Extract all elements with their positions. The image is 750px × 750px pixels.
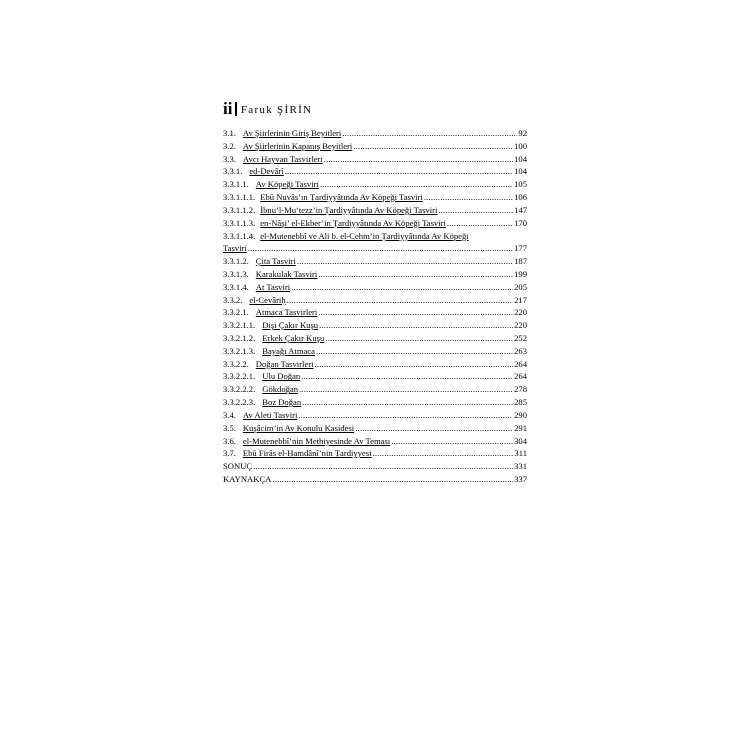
toc-entry[interactable] bbox=[223, 191, 527, 204]
toc-entry-title-continued[interactable]: Tasviri bbox=[223, 243, 247, 254]
dot-leader bbox=[424, 191, 513, 204]
toc-entry-title[interactable]: İbnu’l-Mu‘tezz’in Ṭardiyyâtında Av Köpeği Tasviri bbox=[260, 204, 438, 215]
dot-leader bbox=[447, 217, 513, 230]
toc-page-number: 199 bbox=[514, 268, 527, 279]
header-divider bbox=[235, 102, 236, 116]
toc-entry[interactable] bbox=[223, 383, 527, 396]
toc-entry-title[interactable]: Av Şiirlerinin Giriş Beyitleri bbox=[242, 128, 342, 138]
toc-page-number: 106 bbox=[514, 192, 527, 203]
dot-leader bbox=[319, 319, 513, 332]
toc-entry[interactable] bbox=[223, 345, 527, 358]
toc-entry[interactable] bbox=[223, 178, 527, 191]
toc-entry-number: 3.3. bbox=[223, 153, 236, 164]
toc-entry-title[interactable]: Av Köpeği Tasviri bbox=[255, 179, 319, 190]
toc-entry-title[interactable]: eḍ-Ḍevârî bbox=[249, 166, 284, 177]
toc-entry-title[interactable]: Avcı Hayvan Tasvirleri bbox=[242, 153, 323, 164]
toc-entry-number: 3.3.1.1.1. bbox=[223, 192, 256, 203]
toc-entry[interactable] bbox=[223, 217, 527, 230]
toc-page-number: 311 bbox=[514, 448, 527, 459]
toc-entry[interactable] bbox=[223, 127, 527, 140]
toc-page-number: 220 bbox=[514, 307, 527, 318]
toc-page-number: 170 bbox=[514, 217, 527, 228]
toc-entry-title[interactable]: Ebû Firâs el-Ḥamdânî’nin Ṭardiyyesi bbox=[242, 448, 372, 459]
toc-entry-title[interactable]: el-Mutenebbî’nin Methiyesinde Av Teması bbox=[242, 435, 391, 446]
toc-page-number: 105 bbox=[514, 179, 527, 190]
toc-entry[interactable] bbox=[223, 153, 527, 166]
toc-entry[interactable] bbox=[223, 358, 527, 371]
toc-entry-title[interactable]: Ulu Doğan bbox=[262, 371, 301, 382]
toc-page-number: 100 bbox=[514, 140, 527, 151]
toc-entry[interactable] bbox=[223, 422, 527, 435]
toc-entry-number: 3.2. bbox=[223, 140, 236, 151]
toc-entry-title[interactable]: el-Cevâriḥ bbox=[249, 294, 286, 305]
toc-entry[interactable] bbox=[223, 294, 527, 307]
toc-page-number: 217 bbox=[514, 294, 527, 305]
toc-entry[interactable] bbox=[223, 332, 527, 345]
toc-entry-title[interactable]: Çita Tasviri bbox=[255, 256, 296, 267]
dot-leader bbox=[318, 268, 513, 281]
toc-entry-title[interactable]: el-Mutenebbî ve Ali b. el-Cehm’in Ṭardiyyâtında Av Köpeği bbox=[260, 230, 469, 241]
toc-page-number: 337 bbox=[514, 473, 527, 484]
table-of-contents bbox=[223, 127, 527, 486]
toc-page-number: 205 bbox=[514, 281, 527, 292]
toc-page-number: 304 bbox=[514, 435, 527, 446]
dot-leader bbox=[324, 153, 513, 166]
toc-entry-number: 3.3.2.1.2. bbox=[223, 333, 256, 343]
dot-leader bbox=[320, 178, 513, 191]
toc-entry-title[interactable]: Erkek Çakır Kuşu bbox=[262, 333, 325, 343]
toc-entry-title[interactable]: Boz Doğan bbox=[262, 397, 302, 408]
toc-entry-title[interactable]: Doğan Tasvirleri bbox=[255, 358, 314, 369]
toc-entry[interactable] bbox=[223, 165, 527, 178]
toc-entry[interactable] bbox=[223, 255, 527, 268]
toc-entry-number: 3.3.2.2.2. bbox=[223, 384, 256, 395]
toc-page-number: 291 bbox=[514, 422, 527, 433]
toc-entry-number: 3.3.1.1.2. bbox=[223, 204, 256, 215]
toc-entry-number: 3.3.1.1. bbox=[223, 179, 249, 190]
toc-page-number: 263 bbox=[514, 345, 527, 356]
dot-leader bbox=[291, 281, 513, 294]
toc-entry-title[interactable]: Av Aleti Tasviri bbox=[242, 409, 298, 420]
dot-leader bbox=[297, 255, 513, 268]
toc-entry-number: 3.3.2.1.3. bbox=[223, 345, 256, 356]
toc-entry-line bbox=[223, 230, 527, 243]
toc-page-number: 220 bbox=[514, 320, 527, 331]
dot-leader bbox=[272, 473, 513, 486]
toc-entry-title[interactable]: Karakulak Tasviri bbox=[255, 268, 318, 279]
toc-entry[interactable] bbox=[223, 319, 527, 332]
toc-entry-title[interactable]: Atmaca Tasvirleri bbox=[255, 307, 318, 318]
dot-leader bbox=[285, 165, 513, 178]
toc-page-number: 147 bbox=[514, 204, 527, 215]
toc-entry-number: 3.3.1.1.3. bbox=[223, 217, 256, 228]
dot-leader bbox=[298, 409, 513, 422]
toc-entry-number: 3.3.1.4. bbox=[223, 281, 249, 292]
toc-page-number: 92 bbox=[518, 128, 527, 138]
toc-page-number: 104 bbox=[514, 166, 527, 177]
dot-leader bbox=[253, 460, 513, 473]
toc-entry-number: 3.3.1. bbox=[223, 166, 243, 177]
toc-entry-number: 3.3.2.2.1. bbox=[223, 371, 256, 382]
toc-entry[interactable] bbox=[223, 473, 527, 486]
dot-leader bbox=[342, 127, 517, 140]
dot-leader bbox=[315, 358, 514, 371]
toc-entry-number: 3.3.1.1.4. bbox=[223, 230, 256, 241]
toc-page-number: 264 bbox=[514, 358, 527, 369]
toc-entry-number: 3.6. bbox=[223, 435, 236, 446]
dot-leader bbox=[248, 242, 513, 255]
toc-entry[interactable] bbox=[223, 370, 527, 383]
dot-leader bbox=[302, 396, 513, 409]
toc-entry-title[interactable]: SONUÇ bbox=[223, 461, 253, 472]
toc-entry[interactable] bbox=[223, 204, 527, 217]
dot-leader bbox=[391, 435, 513, 448]
dot-leader bbox=[301, 370, 513, 383]
toc-entry-number: 3.1. bbox=[223, 128, 236, 138]
toc-entry-title[interactable]: KAYNAKÇA bbox=[223, 473, 272, 484]
toc-entry-number: 3.7. bbox=[223, 448, 236, 459]
toc-page-number: 252 bbox=[514, 333, 527, 343]
toc-entry-title[interactable]: Dişi Çakır Kuşu bbox=[262, 320, 319, 331]
dot-leader bbox=[373, 447, 514, 460]
dot-leader bbox=[355, 422, 513, 435]
toc-entry[interactable] bbox=[223, 140, 527, 153]
toc-entry-number: 3.5. bbox=[223, 422, 236, 433]
toc-entry-title[interactable]: Gökdoğan bbox=[262, 384, 299, 395]
toc-entry[interactable] bbox=[223, 435, 527, 448]
toc-entry-title[interactable]: Ebû Nuvâs’ın Ṭardiyyâtında Av Köpeği Tasviri bbox=[260, 192, 423, 203]
toc-page-number: 177 bbox=[514, 243, 527, 254]
toc-page-number: 285 bbox=[514, 397, 527, 408]
toc-entry-title[interactable]: Bayağı Atmaca bbox=[262, 345, 315, 356]
toc-entry[interactable] bbox=[223, 242, 527, 255]
dot-leader bbox=[318, 306, 513, 319]
toc-entry-number: 3.3.2. bbox=[223, 294, 243, 305]
toc-entry[interactable] bbox=[223, 460, 527, 473]
toc-entry[interactable] bbox=[223, 396, 527, 409]
toc-page-number: 290 bbox=[514, 409, 527, 420]
toc-entry-title[interactable]: Kuşâcim’in Av Konulu Kasidesi bbox=[242, 422, 355, 433]
toc-entry-number: 3.3.1.3. bbox=[223, 268, 249, 279]
toc-entry[interactable] bbox=[223, 281, 527, 294]
toc-page-number: 264 bbox=[514, 371, 527, 382]
toc-entry-number: 3.3.2.1. bbox=[223, 307, 249, 318]
toc-entry[interactable] bbox=[223, 306, 527, 319]
toc-entry-number: 3.3.2.2.3. bbox=[223, 397, 256, 408]
author-name: Faruk ŞİRİN bbox=[240, 104, 313, 116]
dot-leader bbox=[287, 294, 513, 307]
toc-page-number: 278 bbox=[514, 384, 527, 395]
toc-page-number: 104 bbox=[514, 153, 527, 164]
dot-leader bbox=[353, 140, 513, 153]
toc-entry-number: 3.3.2.1.1. bbox=[223, 320, 256, 331]
toc-entry[interactable] bbox=[223, 447, 527, 460]
toc-page-number: 187 bbox=[514, 256, 527, 267]
toc-entry-number: 3.4. bbox=[223, 409, 236, 420]
dot-leader bbox=[299, 383, 513, 396]
toc-entry[interactable] bbox=[223, 409, 527, 422]
toc-entry-title[interactable]: en-Nâşi’ el-Ekber’in Ṭardiyyâtında Av Köpeği Tasviri bbox=[260, 217, 446, 228]
dot-leader bbox=[325, 332, 513, 345]
dot-leader bbox=[438, 204, 513, 217]
toc-entry-title[interactable]: At Tasviri bbox=[255, 281, 291, 292]
running-header bbox=[223, 101, 312, 117]
toc-entry-title[interactable]: Av Şiirlerinin Kapanış Beyitleri bbox=[242, 140, 353, 151]
dot-leader bbox=[316, 345, 513, 358]
toc-entry[interactable] bbox=[223, 268, 527, 281]
toc-entry-number: 3.3.2.2. bbox=[223, 358, 249, 369]
toc-page-number: 331 bbox=[514, 461, 527, 472]
page-folio: ii bbox=[223, 99, 233, 118]
toc-entry-number: 3.3.1.2. bbox=[223, 256, 249, 267]
